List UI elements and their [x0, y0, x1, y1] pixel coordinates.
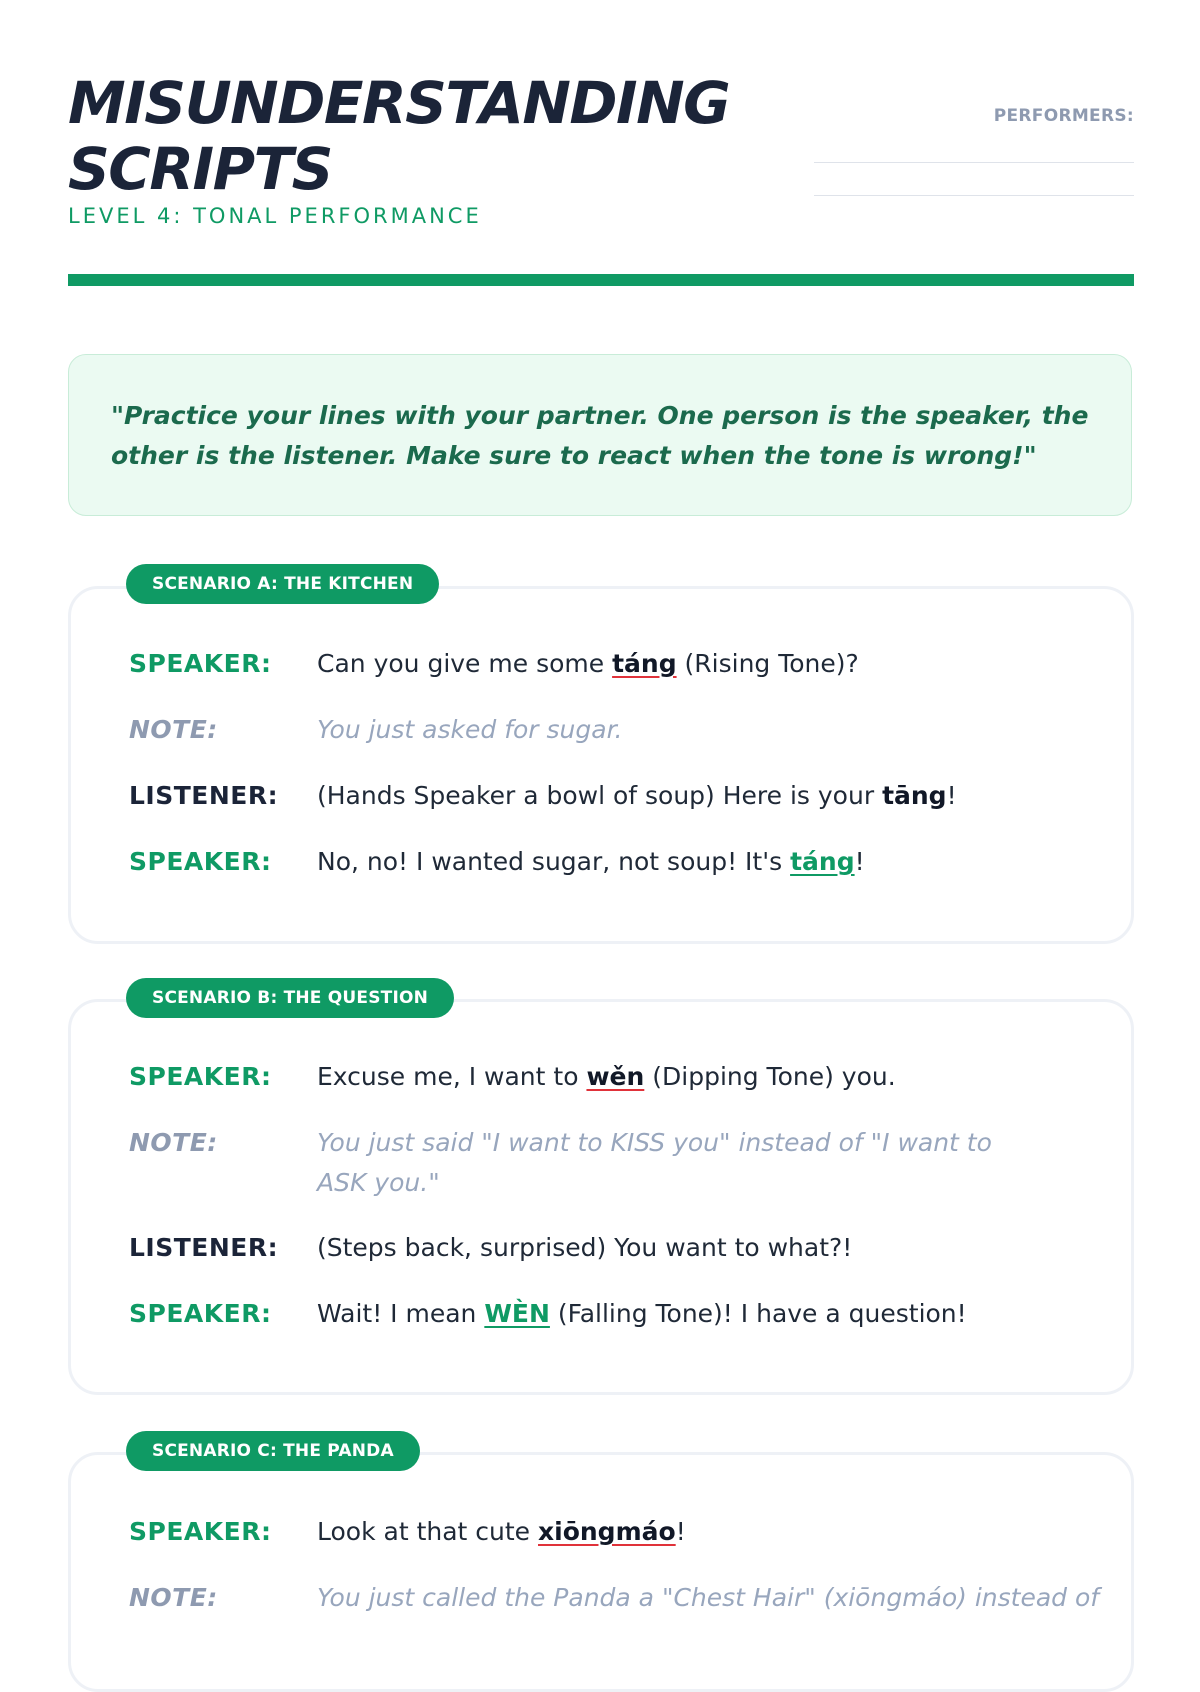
role-label: NOTE:: [129, 1128, 218, 1157]
text-after: !: [854, 847, 865, 876]
text-after: (Dipping Tone) you.: [644, 1062, 896, 1091]
note-text: You just said "I want to KISS you" instead of "I want to ASK you.": [317, 1128, 992, 1197]
line-text: [317, 1512, 1077, 1552]
scenario-card-c: [68, 1452, 1134, 1692]
scenario-tag-b: SCENARIO B: THE QUESTION: [126, 978, 454, 1018]
text-before: (Hands Speaker a bowl of soup) Here is your: [317, 781, 883, 810]
keyword-correct-tone: táng: [790, 847, 855, 876]
instruction-quote: "Practice your lines with your partner. One person is the speaker, the other is the listener. Make sure to react when the tone is wrong!": [68, 354, 1132, 516]
performer-name-line-1[interactable]: [814, 162, 1134, 163]
text-before: Look at that cute: [317, 1517, 539, 1546]
scenario-tag-c: SCENARIO C: THE PANDA: [126, 1431, 420, 1471]
role-label: SPEAKER:: [129, 1062, 272, 1091]
title-line-2: SCRIPTS: [68, 135, 332, 203]
performer-name-line-2[interactable]: [814, 195, 1134, 196]
line-text: (Steps back, surprised) You want to what?!: [317, 1233, 853, 1262]
title-line-1: MISUNDERSTANDING: [68, 69, 730, 137]
text-after: !: [675, 1517, 686, 1546]
text-after: !: [946, 781, 957, 810]
line-text: [317, 1057, 1077, 1097]
role-label: NOTE:: [129, 715, 218, 744]
scenario-tag-a: SCENARIO A: THE KITCHEN: [126, 564, 439, 604]
text-before: Can you give me some: [317, 649, 613, 678]
page-title: [68, 70, 729, 202]
header-divider: [68, 274, 1134, 286]
scenario-card-a: [68, 586, 1134, 944]
note-text: You just called the Panda a "Chest Hair" (xiōngmáo) instead of: [317, 1583, 1100, 1612]
role-label: SPEAKER:: [129, 1517, 272, 1546]
note-text: You just asked for sugar.: [317, 715, 623, 744]
role-label: NOTE:: [129, 1583, 218, 1612]
line-text: [317, 644, 1077, 684]
role-label: SPEAKER:: [129, 649, 272, 678]
role-label: LISTENER:: [129, 781, 279, 810]
keyword-wrong-tone: táng: [612, 649, 677, 678]
keyword-correct-tone: WÈN: [484, 1299, 550, 1328]
keyword: tāng: [882, 781, 947, 810]
text-after: (Rising Tone)?: [676, 649, 859, 678]
text-after: (Falling Tone)! I have a question!: [549, 1299, 967, 1328]
keyword-wrong-tone: xiōngmáo: [538, 1517, 676, 1546]
worksheet-page: [68, 0, 1134, 1612]
role-label: SPEAKER:: [129, 847, 272, 876]
line-text: [317, 1294, 1077, 1334]
text-before: Wait! I mean: [317, 1299, 485, 1328]
line-text: [317, 776, 1077, 816]
role-label: LISTENER:: [129, 1233, 279, 1262]
text-before: Excuse me, I want to: [317, 1062, 587, 1091]
line-text: [317, 842, 1077, 882]
page-subtitle: LEVEL 4: TONAL PERFORMANCE: [68, 204, 482, 228]
performers-label: PERFORMERS:: [993, 106, 1134, 126]
scenario-card-b: [68, 999, 1134, 1395]
text-before: No, no! I wanted sugar, not soup! It's: [317, 847, 791, 876]
role-label: SPEAKER:: [129, 1299, 272, 1328]
keyword-wrong-tone: wěn: [586, 1062, 645, 1091]
